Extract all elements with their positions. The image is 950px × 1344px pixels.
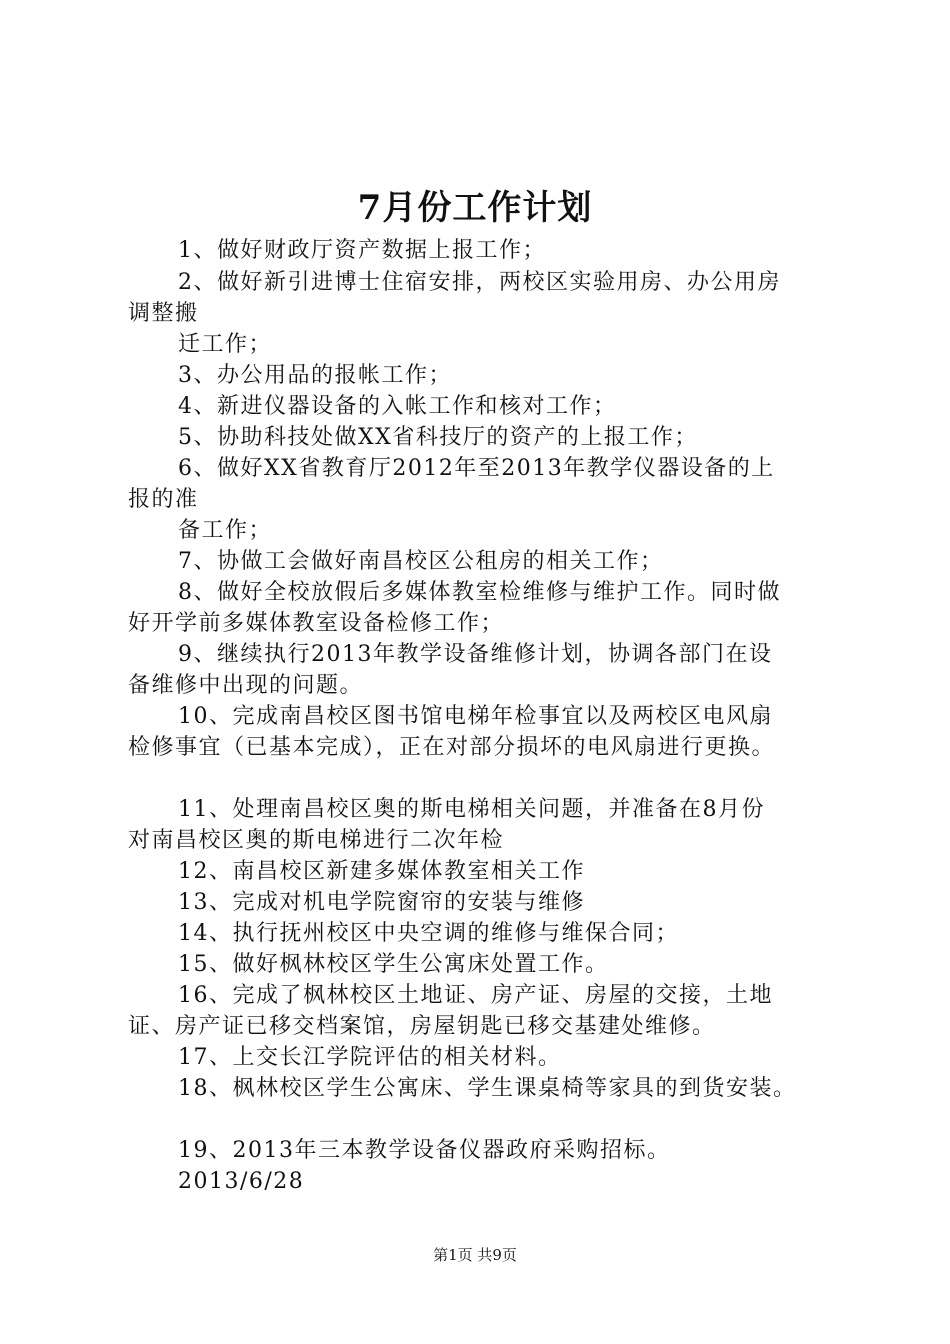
- plan-item-8-cont: 好开学前多媒体教室设备检修工作；: [128, 611, 505, 636]
- plan-item-2: 2、做好新引进博士住宿安排，两校区实验用房、办公用房: [178, 270, 781, 295]
- plan-item-10-cont: 检修事宜（已基本完成），正在对部分损坏的电风扇进行更换。: [128, 735, 776, 760]
- plan-item-4: 4、新进仪器设备的入帐工作和核对工作；: [178, 394, 617, 419]
- plan-item-19: 19、2013年三本教学设备仪器政府采购招标。: [178, 1138, 671, 1163]
- document-title: 7月份工作计划: [357, 188, 593, 228]
- plan-item-11: 11、处理南昌校区奥的斯电梯相关问题，并准备在8月份: [178, 797, 765, 822]
- document-date: 2013/6/28: [178, 1169, 305, 1194]
- plan-item-6: 6、做好XX省教育厅2012年至2013年教学仪器设备的上: [178, 456, 775, 481]
- plan-item-7: 7、协做工会做好南昌校区公租房的相关工作；: [178, 549, 664, 574]
- plan-item-8: 8、做好全校放假后多媒体教室检维修与维护工作。同时做: [178, 580, 781, 605]
- plan-item-6-cont2: 备工作；: [178, 518, 273, 543]
- plan-item-10: 10、完成南昌校区图书馆电梯年检事宜以及两校区电风扇: [178, 704, 773, 729]
- plan-item-3: 3、办公用品的报帐工作；: [178, 363, 452, 388]
- plan-item-13: 13、完成对机电学院窗帘的安装与维修: [178, 890, 585, 915]
- page-number-footer: 第1页 共9页: [433, 1246, 517, 1264]
- plan-item-12: 12、南昌校区新建多媒体教室相关工作: [178, 859, 585, 884]
- plan-item-6-cont: 报的准: [128, 487, 199, 512]
- plan-item-2-cont2: 迁工作；: [178, 332, 273, 357]
- plan-item-16-cont: 证、房产证已移交档案馆，房屋钥匙已移交基建处维修。: [128, 1014, 716, 1039]
- plan-item-1: 1、做好财政厅资产数据上报工作；: [178, 238, 546, 263]
- plan-item-18: 18、枫林校区学生公寓床、学生课桌椅等家具的到货安装。: [178, 1076, 797, 1101]
- plan-item-16: 16、完成了枫林校区土地证、房产证、房屋的交接，土地: [178, 983, 773, 1008]
- plan-item-14: 14、执行抚州校区中央空调的维修与维保合同；: [178, 921, 679, 946]
- plan-item-11-cont: 对南昌校区奥的斯电梯进行二次年检: [128, 828, 505, 853]
- plan-item-5: 5、协助科技处做XX省科技厅的资产的上报工作；: [178, 425, 698, 450]
- plan-item-17: 17、上交长江学院评估的相关材料。: [178, 1045, 562, 1070]
- plan-item-9-cont: 备维修中出现的问题。: [128, 673, 364, 698]
- plan-item-15: 15、做好枫林校区学生公寓床处置工作。: [178, 952, 609, 977]
- plan-item-9: 9、继续执行2013年教学设备维修计划，协调各部门在设: [178, 642, 773, 667]
- plan-item-2-cont: 调整搬: [128, 301, 199, 326]
